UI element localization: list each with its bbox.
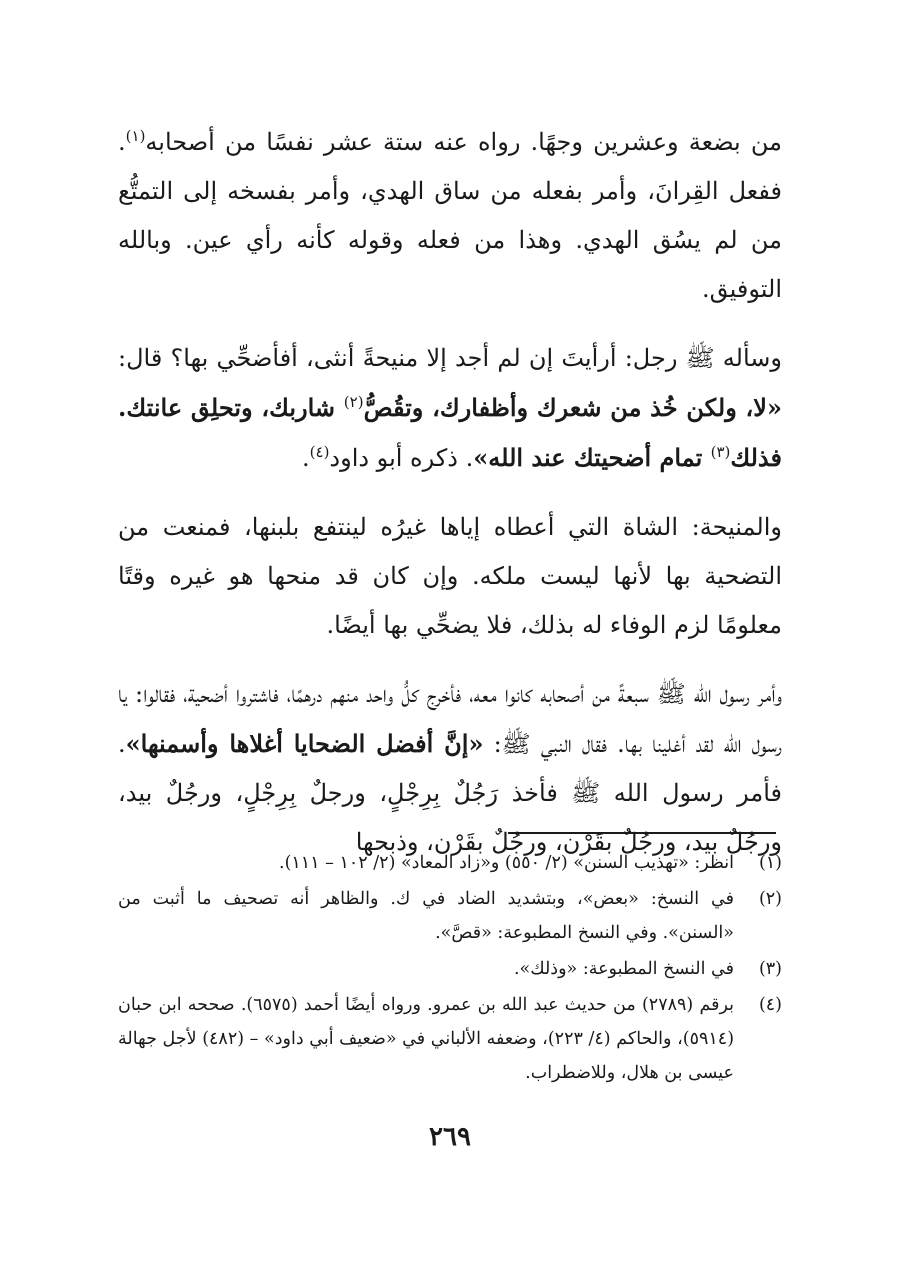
hadith-quote-1c: تمام أضحيتك عند الله»: [473, 443, 711, 472]
paragraph-3: [118, 503, 782, 650]
footnote-text: في النسخ المطبوعة: «وذلك».: [513, 959, 734, 979]
footnote-ref-4[interactable]: (٤): [309, 443, 330, 461]
p2-text-a: وسأله ﷺ رجل: أرأيتَ إن لم أجد إلا منيحةً أنثى، أفأضحِّي بها؟ قال:: [118, 344, 782, 372]
footnote-1: [118, 846, 782, 880]
footnote-separator: [508, 832, 776, 834]
footnote-number: (٢): [758, 889, 782, 909]
footnote-4: [118, 988, 782, 1090]
footnote-text: برقم (٢٧٨٩) من حديث عبد الله بن عمرو. ورواه أيضًا أحمد (٦٥٧٥). صححه ابن حبان (٥٩١٤)، والحاكم (٤/ ٢٢٣)، وضعفه الألباني في «ضعيف أبي داود» – (٤٨٢) لأجل جهالة عيسى بن هلال، وللاضطراب.: [118, 995, 735, 1083]
p4-text-a: وأمر رسول الله ﷺ سبعةً من أصحابه كانوا معه، فأخرج كلُّ واحد منهم درهمًا، فاشتروا أضحية، فقالوا: يا رسول الله لقد أغلينا بها. فقال النبي ﷺ:: [118, 680, 782, 758]
p2-text-b: . ذكره أبو داود: [329, 444, 474, 472]
main-text: [118, 118, 782, 887]
hadith-quote-1b: شاربك، وتحلِق عانتك. فذلك: [118, 393, 782, 472]
footnote-ref-2[interactable]: (٢): [343, 393, 364, 411]
footnote-text: في النسخ: «بعض»، وبتشديد الضاد في ك. والظاهر أنه تصحيف ما أثبت من «السنن». وفي النسخ المطبوعة: «قصَّ».: [118, 889, 734, 943]
footnote-2: [118, 882, 782, 950]
footnote-ref-3[interactable]: (٣): [710, 443, 731, 461]
paragraph-1: [118, 118, 782, 314]
p2-text-c: .: [302, 444, 310, 472]
footnote-text: انظر: «تهذيب السنن» (٢/ ٥٥٠) و«زاد المعاد» (٢/ ١٠٢ – ١١١).: [279, 853, 734, 873]
hadith-quote-1a: «لا، ولكن خُذ من شعرك وأظفارك، وتقُصُّ: [363, 393, 782, 422]
paragraph-4: [118, 670, 782, 867]
p4-text-b: . فأمر رسول الله ﷺ فأخذ رَجُلٌ بِرِجْلٍ، ورجلٌ بِرِجْلٍ، ورجُلٌ بيد، ورجُلٌ بيد، ورجُلٌ بقَرْن، ورجُلٌ بقَرْن، وذبحها: [118, 730, 782, 856]
p3-text: والمنيحة: الشاة التي أعطاه إياها غيرُه لينتفع بلبنها، فمنعت من التضحية بها لأنها ليست ملكه. وإن كان قد منحها هو غيره وقتًا معلومًا لزم الوفاء له بذلك، فلا يضحِّي بها أيضًا.: [118, 513, 782, 639]
p1-text-a: من بضعة وعشرين وجهًا. رواه عنه ستة عشر نفسًا من أصحابه: [145, 128, 782, 156]
hadith-quote-2: «إنَّ أفضل الضحايا أغلاها وأسمنها»: [125, 729, 484, 758]
footnote-number: (٤): [758, 995, 782, 1015]
footnote-number: (١): [758, 853, 782, 873]
p1-text-b: . ففعل القِرانَ، وأمر بفعله من ساق الهدي، وأمر بفسخه إلى التمتُّع من لم يسُق الهدي. وهذا من فعله وقوله كأنه رأي عين. وبالله التوفيق.: [118, 128, 782, 303]
footnote-ref-1[interactable]: (١): [125, 127, 146, 145]
footnotes: [118, 846, 782, 1092]
paragraph-2: [118, 334, 782, 483]
page-number: ٢٦٩: [429, 1122, 471, 1152]
footnote-number: (٣): [758, 959, 782, 979]
footnote-3: [118, 952, 782, 986]
